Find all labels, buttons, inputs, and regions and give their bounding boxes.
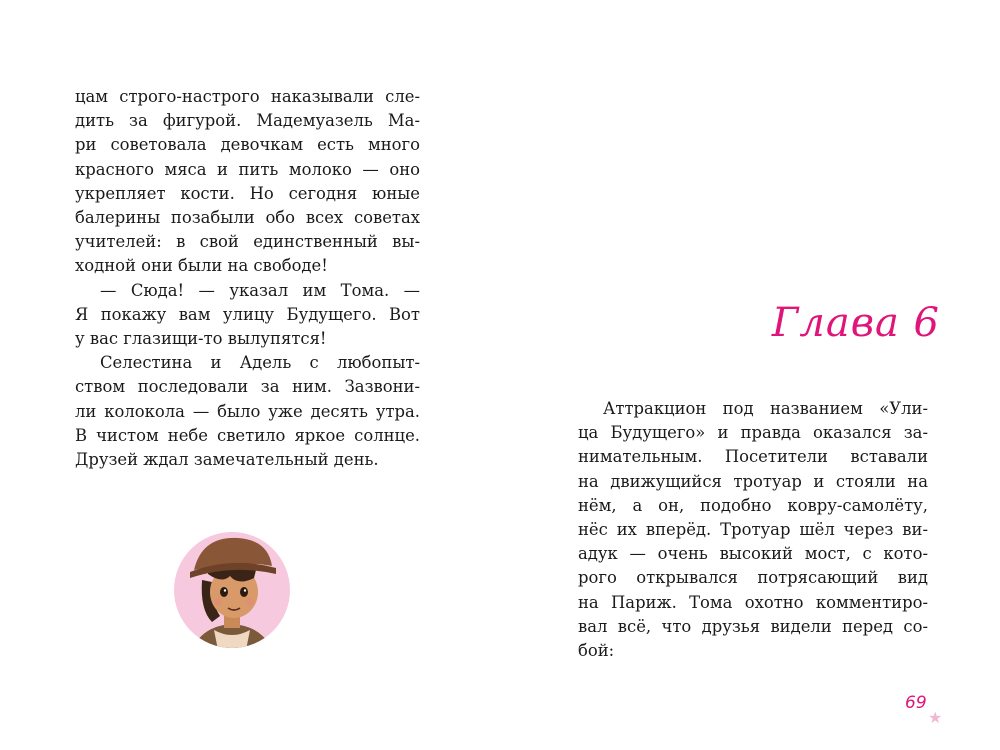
text-line: бой:	[578, 641, 615, 661]
text-line: нимательным. Посетители вставали	[578, 447, 928, 467]
text-line: Я покажу вам улицу Будущего. Вот	[75, 304, 420, 324]
text-line: нёс их вперёд. Тротуар шёл через ви-	[578, 520, 928, 540]
paragraph	[75, 351, 420, 472]
paragraph	[75, 85, 420, 279]
text-line: вал всё, что друзья видели перед со-	[578, 616, 928, 636]
text-line: Друзей ждал замечательный день.	[75, 450, 379, 470]
text-line: на Париж. Тома охотно комментиро-	[578, 592, 928, 612]
text-line: на движущийся тротуар и стояли на	[578, 471, 928, 491]
text-line: рого открывался потрясающий вид	[578, 568, 928, 588]
left-page-text	[75, 85, 420, 472]
text-line: дить за фигурой. Мадемуазель Ма-	[75, 111, 420, 131]
right-page	[500, 0, 1000, 750]
text-line: ли колокола — было уже десять утра.	[75, 401, 420, 421]
text-line: В чистом небе светило яркое солнце.	[75, 425, 420, 445]
text-line: ца Будущего» и правда оказался за-	[578, 423, 928, 443]
paragraph	[578, 397, 928, 663]
text-line: Селестина и Адель с любопыт-	[100, 353, 420, 373]
text-line: балерины позабыли обо всех советах	[75, 208, 420, 228]
text-line: адук — очень высокий мост, с кото-	[578, 544, 928, 564]
text-line: ством последовали за ним. Зазвони-	[75, 377, 420, 397]
page-number: 69	[905, 693, 927, 713]
right-page-text	[578, 397, 928, 663]
text-line: ри советовала девочкам есть много	[75, 135, 420, 155]
text-line: укрепляет кости. Но сегодня юные	[75, 183, 420, 203]
text-line: учителей: в свой единственный вы-	[75, 232, 420, 252]
text-line: цам строго-настрого наказывали сле-	[75, 87, 420, 106]
text-line: Аттракцион под названием «Ули-	[603, 399, 928, 418]
text-line: ходной они были на свободе!	[75, 256, 328, 276]
text-line: красного мяса и пить молоко — оно	[75, 159, 420, 179]
text-line: нём, а он, подобно ковру-самолёту,	[578, 495, 928, 515]
chapter-title: Глава 6	[771, 300, 940, 346]
text-line: у вас глазищи-то вылупятся!	[75, 329, 327, 349]
text-line: — Сюда! — указал им Тома. —	[100, 280, 420, 300]
star-icon: ★	[928, 708, 943, 727]
character-portrait-icon	[172, 530, 292, 650]
paragraph	[75, 279, 420, 352]
